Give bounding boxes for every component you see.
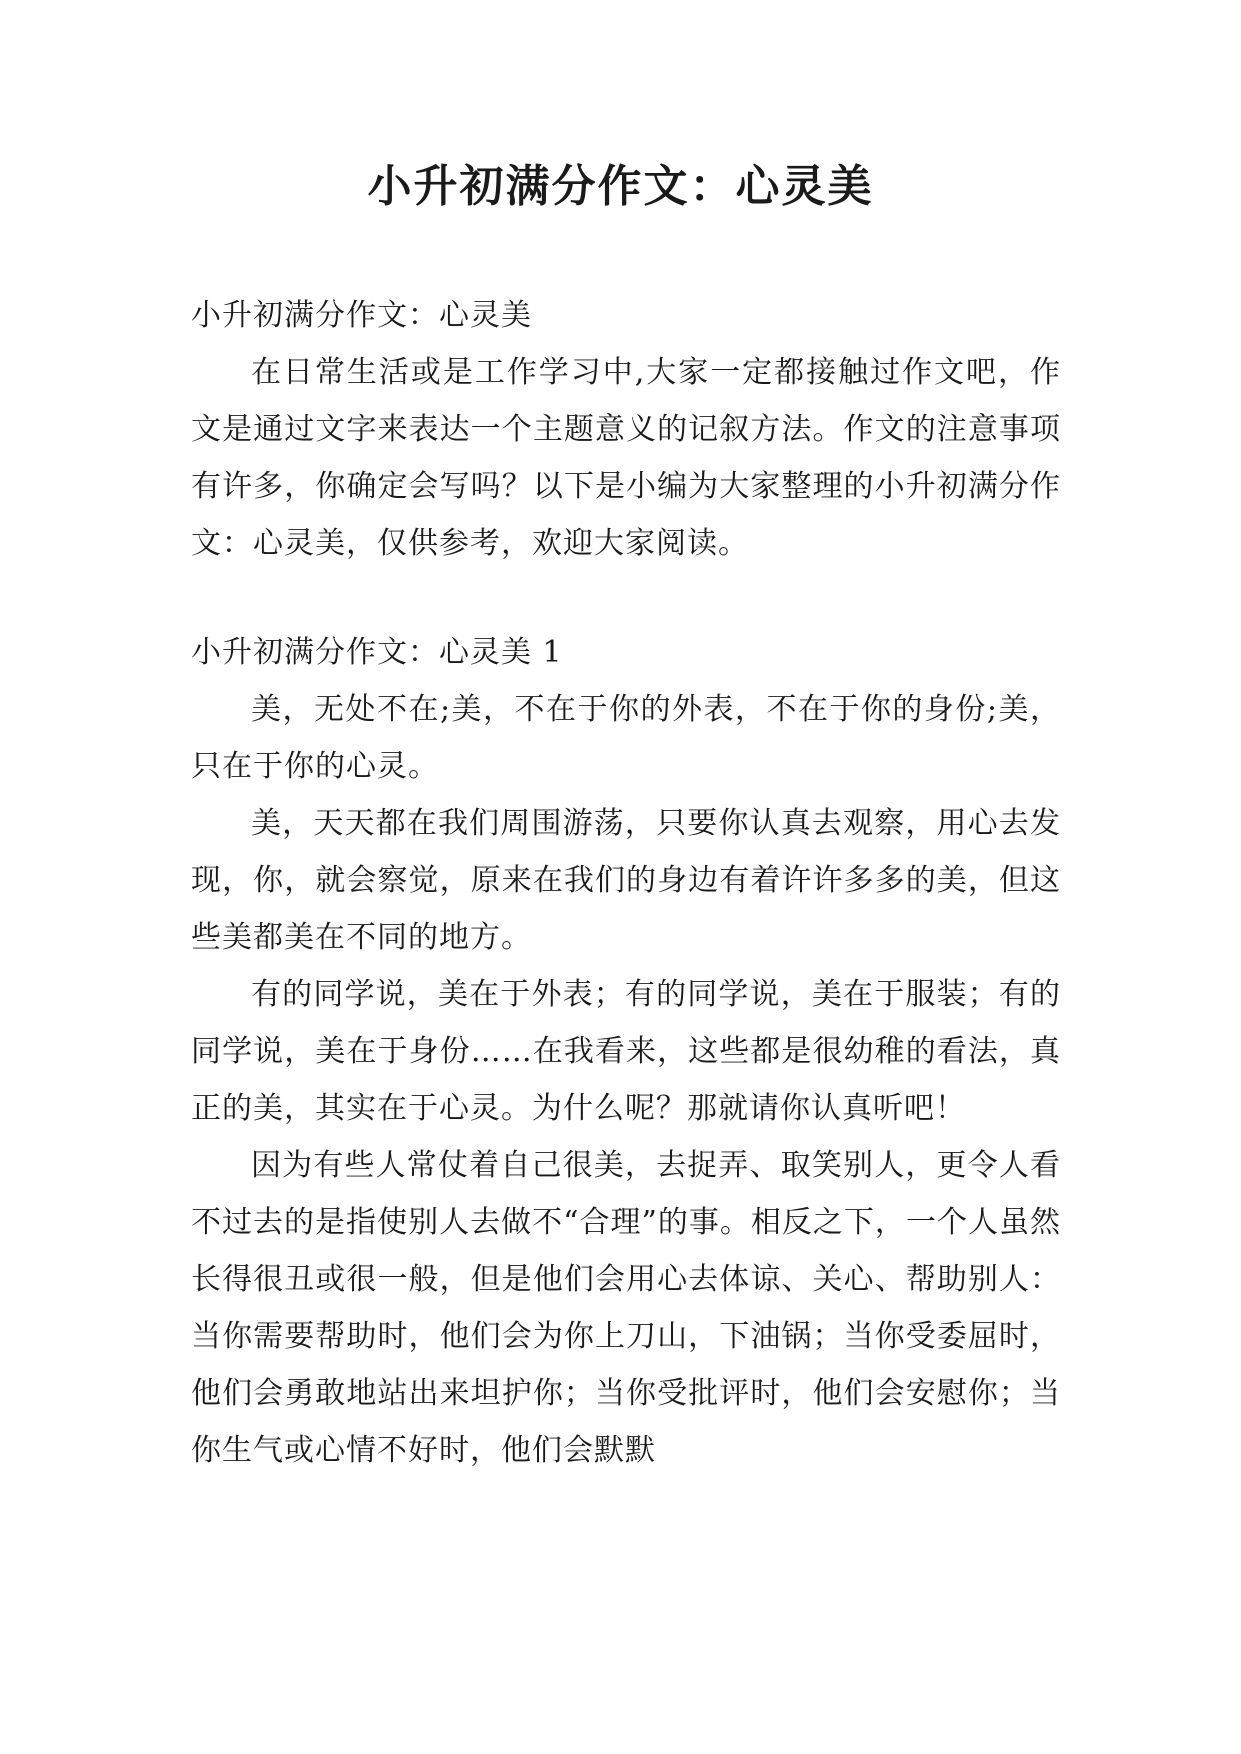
section-heading: 小升初满分作文：心灵美 1 xyxy=(191,635,563,670)
document-body xyxy=(191,287,1061,1479)
body-paragraph: 有的同学说，美在于外表；有的同学说，美在于服装；有的同学说，美在于身份……在我看来，这些都是很幼稚的看法，真正的美，其实在于心灵。为什么呢？那就请你认真听吧！ xyxy=(191,977,1061,1126)
intro-paragraph: 在日常生活或是工作学习中,大家一定都接触过作文吧，作文是通过文字来表达一个主题意义的记叙方法。作文的注意事项有许多，你确定会写吗？以下是小编为大家整理的小升初满分作文：心灵美，仅供参考，欢迎大家阅读。 xyxy=(191,355,1061,561)
body-paragraph: 因为有些人常仗着自己很美，去捉弄、取笑别人，更令人看不过去的是指使别人去做不“合理”的事。相反之下，一个人虽然长得很丑或很一般，但是他们会用心去体谅、关心、帮助别人：当你需要帮助时，他们会为你上刀山，下油锅；当你受委屈时，他们会勇敢地站出来坦护你；当你受批评时，他们会安慰你；当你生气或心情不好时，他们会默默 xyxy=(191,1148,1061,1468)
intro-heading: 小升初满分作文：心灵美 xyxy=(191,298,532,333)
body-paragraph: 美，天天都在我们周围游荡，只要你认真去观察，用心去发现，你，就会察觉，原来在我们的身边有着许许多多的美，但这些美都美在不同的地方。 xyxy=(191,806,1061,955)
section-spacer xyxy=(191,572,1061,624)
document-title: 小升初满分作文：心灵美 xyxy=(367,161,874,212)
body-paragraph: 美，无处不在;美，不在于你的外表，不在于你的身份;美，只在于你的心灵。 xyxy=(191,692,1061,784)
